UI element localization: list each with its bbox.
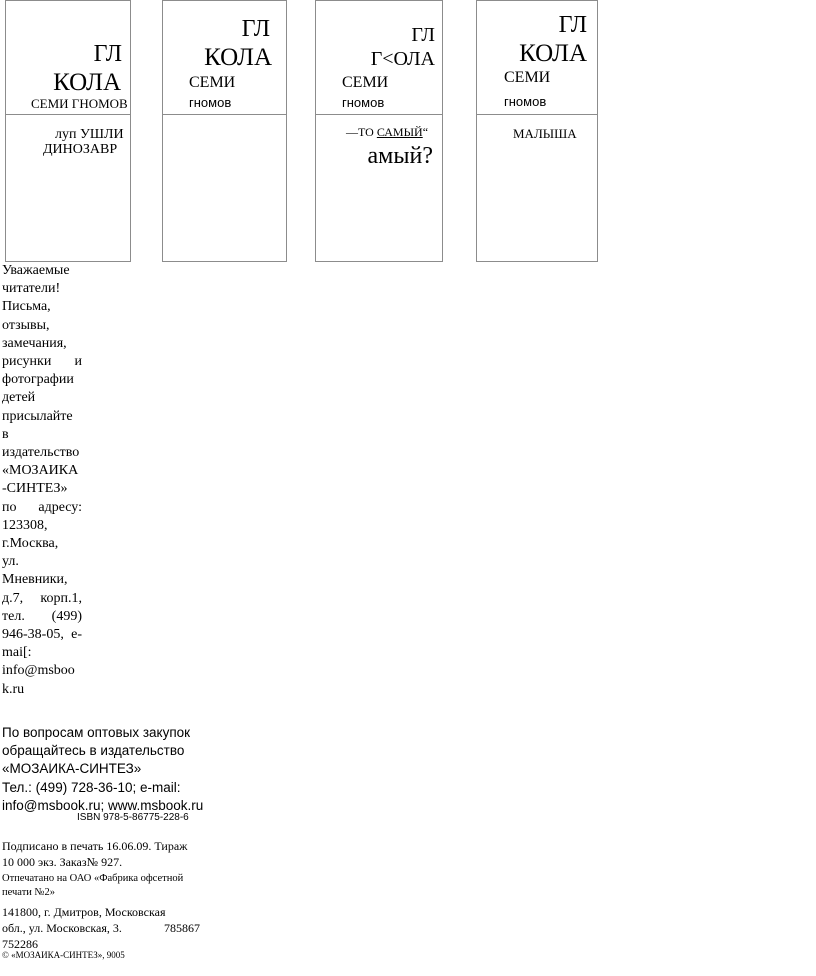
book-card-3	[315, 0, 443, 262]
note-line: info@msboo	[2, 663, 75, 679]
note-line: Письма,	[2, 299, 51, 315]
note-word: д.7,	[2, 590, 24, 606]
card-title-line2: КОЛА	[204, 44, 272, 71]
note-word: (499)	[51, 608, 82, 624]
note-line	[2, 608, 82, 626]
card-title-line1: ГЛ	[241, 16, 270, 42]
imprint-line: 141800, г. Дмитров, Московская	[2, 905, 166, 919]
imprint-line: Отпечатано на ОАО «Фабрика офсетной	[2, 873, 184, 884]
isbn: ISBN 978-5-86775-228-6	[77, 812, 189, 823]
card-body-line1	[346, 126, 428, 138]
note-line: фотографии	[2, 372, 74, 388]
card-subtitle-line1: СЕМИ	[504, 69, 551, 86]
card-title-line2: КОЛА	[53, 69, 121, 96]
note-line	[2, 499, 82, 517]
card-title-line2: Г<ОЛА	[370, 48, 435, 70]
card-divider	[316, 114, 442, 115]
card-divider	[477, 114, 597, 115]
note-line: замечания,	[2, 335, 67, 351]
card-subtitle-line2: гномов	[342, 95, 385, 110]
wholesale-line: info@msbook.ru; www.msbook.ru	[2, 797, 204, 813]
wholesale-line: обращайтесь в издательство	[2, 743, 185, 759]
note-line: присылайте	[2, 408, 73, 424]
card-body-prefix: —ТО	[346, 125, 374, 139]
note-line: ул.	[2, 554, 19, 570]
card-body-underlined: САМЫЙ	[376, 125, 423, 139]
card-subtitle-line2: гномов	[504, 94, 547, 109]
note-line	[2, 626, 82, 644]
note-word: рисунки	[2, 354, 52, 370]
wholesale-line: Тел.: (499) 728-36-10; e-mail:	[2, 779, 181, 795]
note-line: читатели!	[2, 281, 61, 297]
book-card-2	[162, 0, 287, 262]
imprint-line: Подписано в печать 16.06.09. Тираж	[2, 839, 188, 853]
card-body-line1: луп УШЛИ	[55, 127, 124, 142]
card-body-big: амый?	[367, 143, 433, 169]
copyright: © «МОЗАИКА-СИНТЕЗ», 9005	[2, 950, 125, 960]
imprint-line	[2, 920, 200, 936]
note-line: отзывы,	[2, 317, 50, 333]
note-line: «МОЗАИКА	[2, 463, 79, 479]
imprint-code: 785867	[164, 921, 200, 935]
wholesale-line: «МОЗАИКА-СИНТЕЗ»	[2, 761, 142, 777]
note-line: г.Москва,	[2, 536, 59, 552]
card-title-line1: ГЛ	[93, 41, 122, 67]
note-word: адресу:	[38, 499, 82, 515]
note-line: в	[2, 426, 9, 442]
note-line: издательство	[2, 445, 80, 461]
wholesale-contacts	[2, 724, 203, 815]
note-word: тел.	[2, 608, 25, 624]
note-line: -СИНТЕЗ»	[2, 481, 68, 497]
card-body-line2: ДИНОЗАВР	[43, 142, 118, 157]
card-subtitle-line1: СЕМИ	[342, 74, 389, 91]
card-divider	[6, 114, 130, 115]
note-line	[2, 353, 82, 371]
imprint	[2, 838, 200, 952]
card-subtitle-line2: гномов	[189, 95, 232, 110]
note-line: Уважаемые	[2, 263, 70, 278]
note-word: и	[74, 354, 82, 370]
note-word: е-	[71, 627, 82, 643]
note-line: mai[:	[2, 645, 32, 661]
card-title-line2: КОЛА	[519, 40, 587, 67]
note-line: Мневники,	[2, 572, 68, 588]
book-card-1	[5, 0, 131, 262]
imprint-line: 752286	[2, 937, 38, 951]
note-word: корп.1,	[40, 590, 82, 606]
card-body-line1: МАЛЫША	[513, 126, 577, 141]
card-subtitle: СЕМИ ГНОМОВ	[31, 96, 128, 111]
card-title-line1: ГЛ	[411, 24, 435, 46]
card-body-suffix: “	[422, 125, 429, 139]
imprint-line: печати №2»	[2, 887, 56, 898]
book-card-4	[476, 0, 598, 262]
readers-note	[2, 262, 82, 699]
wholesale-line: По вопросам оптовых закупок	[2, 725, 191, 740]
note-word: по	[2, 499, 17, 515]
note-line: k.ru	[2, 681, 25, 697]
card-divider	[163, 114, 286, 115]
imprint-address: обл., ул. Московская, 3.	[2, 921, 122, 935]
note-word: 946-38-05,	[2, 627, 64, 643]
note-line: детей	[2, 390, 36, 406]
note-line	[2, 590, 82, 608]
card-subtitle-line1: СЕМИ	[189, 74, 236, 91]
note-line: 123308,	[2, 517, 48, 533]
imprint-line: 10 000 экз. Заказ№ 927.	[2, 855, 123, 869]
card-title-line1: ГЛ	[558, 12, 587, 38]
